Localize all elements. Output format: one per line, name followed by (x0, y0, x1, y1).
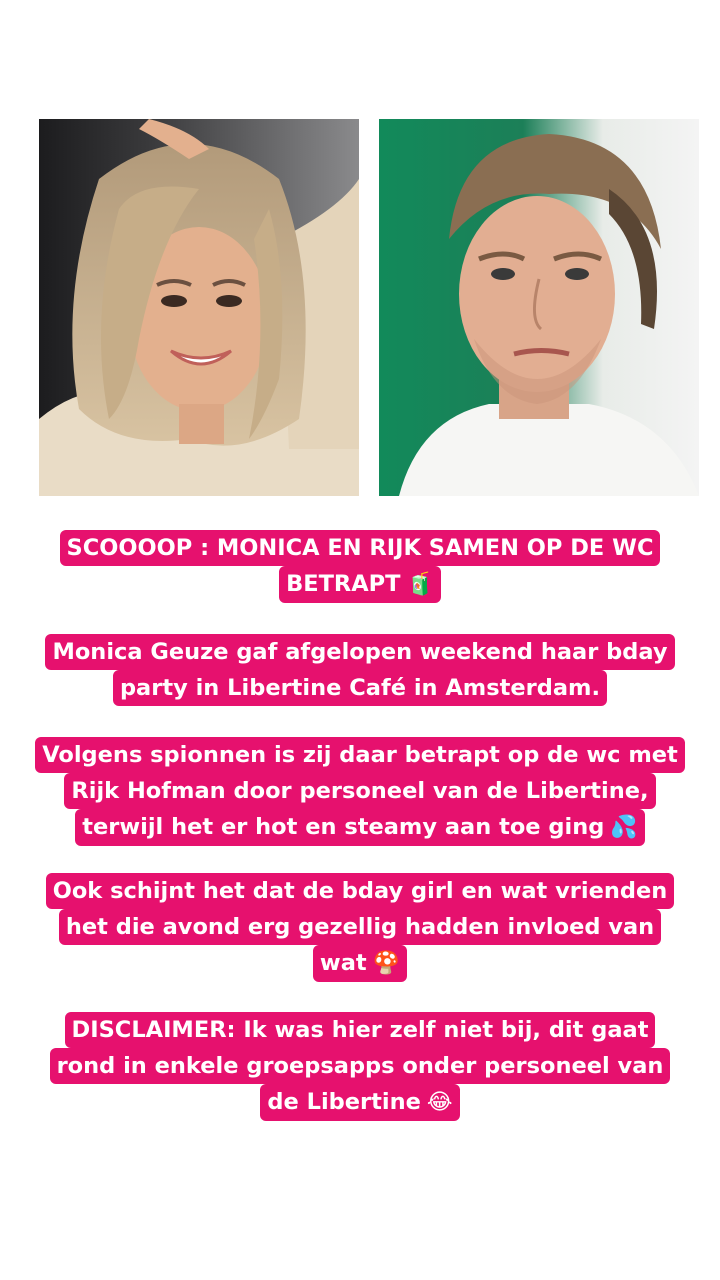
juice-box-icon: 🧃 (406, 572, 434, 597)
caption-line: Ook schijnt het dat de bday girl en wat vrienden (46, 873, 675, 909)
caption-spies (20, 737, 700, 846)
caption-line: Monica Geuze gaf afgelopen weekend haar bday (45, 634, 674, 670)
caption-line: Volgens spionnen is zij daar betrapt op de wc met (35, 737, 685, 773)
mushroom-icon: 🍄 (372, 951, 401, 976)
woman-photo (39, 119, 359, 496)
caption-line-with-emoji (279, 566, 441, 603)
caption-line-text: terwijl het er hot en steamy aan toe ging (82, 814, 605, 840)
caption-line-text: wat (319, 950, 367, 976)
caption-line-with-emoji (260, 1084, 459, 1121)
caption-line-text: de Libertine (267, 1089, 421, 1115)
caption-line-with-emoji (313, 945, 407, 982)
caption-line: party in Libertine Café in Amsterdam. (113, 670, 607, 706)
caption-line: rond in enkele groepsapps onder personeel van (50, 1048, 671, 1084)
caption-line: Rijk Hofman door personeel van de Libertine, (64, 773, 655, 809)
caption-line-text: BETRAPT (286, 571, 401, 597)
caption-line: SCOOOOP : MONICA EN RIJK SAMEN OP DE WC (60, 530, 661, 566)
man-portrait-image (379, 119, 699, 496)
laughing-tears-icon: 😂 (426, 1090, 453, 1115)
caption-line-with-emoji (75, 809, 645, 846)
woman-portrait-image (39, 119, 359, 496)
caption-disclaimer (20, 1012, 700, 1121)
caption-headline (20, 530, 700, 603)
caption-line: het die avond erg gezellig hadden invloed van (59, 909, 661, 945)
man-photo (379, 119, 699, 496)
caption-influence (20, 873, 700, 982)
caption-party (20, 634, 700, 706)
sweat-droplets-icon: 💦 (610, 815, 638, 840)
caption-line: DISCLAIMER: Ik was hier zelf niet bij, dit gaat (65, 1012, 656, 1048)
